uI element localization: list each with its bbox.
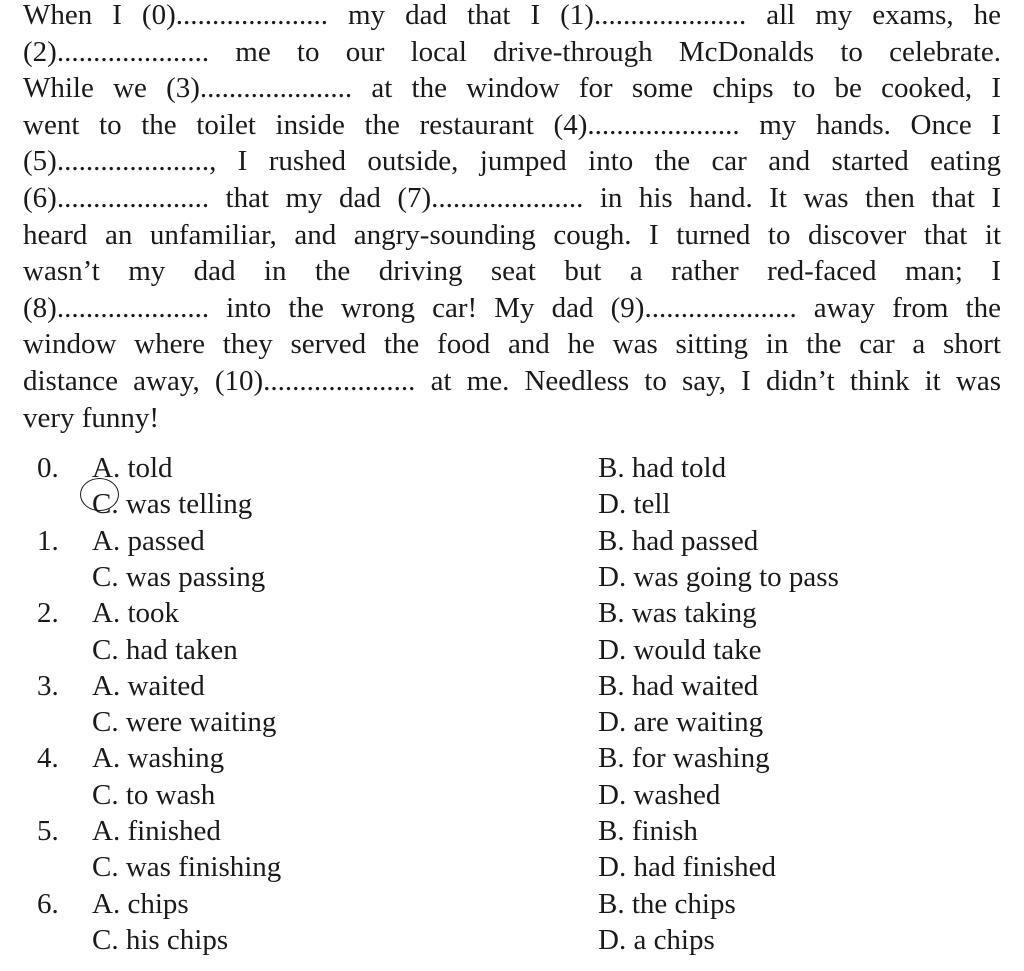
- option-c[interactable]: C. was passing: [92, 560, 266, 593]
- option-d[interactable]: D. are waiting: [598, 706, 764, 739]
- question-row: [0, 849, 1024, 885]
- question-row: [0, 632, 1024, 668]
- question-number: 0.: [37, 452, 59, 484]
- question-row: [0, 450, 1024, 486]
- option-c[interactable]: C. his chips: [92, 923, 229, 956]
- question-number: 3.: [37, 669, 59, 702]
- question-row: [0, 777, 1024, 813]
- option-a[interactable]: A. passed: [92, 524, 205, 557]
- option-c[interactable]: C. were waiting: [92, 706, 277, 739]
- option-c[interactable]: C. was finishing: [92, 851, 282, 884]
- question-row: [0, 886, 1024, 922]
- option-b[interactable]: B. had waited: [598, 669, 759, 702]
- question-number: 5.: [37, 815, 59, 847]
- passage-line: (5)....................., I rushed outside, jumped into the car and started eating: [23, 145, 1001, 178]
- option-a[interactable]: A. washing: [92, 742, 225, 775]
- option-a[interactable]: A. took: [92, 597, 179, 630]
- option-d[interactable]: D. would take: [598, 633, 762, 666]
- question-number: 2.: [37, 597, 59, 630]
- passage-line: (2)..................... me to our local drive-through McDonalds to celebrate.: [23, 35, 1001, 68]
- option-d[interactable]: D. was going to pass: [598, 560, 839, 593]
- option-a[interactable]: A. finished: [92, 815, 221, 847]
- passage-line: very funny!: [23, 401, 160, 434]
- question-row: [0, 668, 1024, 704]
- passage-line: (6)..................... that my dad (7)..................... in his hand. It was then that I: [23, 181, 1001, 214]
- passage: [23, 0, 1001, 436]
- question-row: [0, 486, 1024, 522]
- option-d[interactable]: D. a chips: [598, 923, 715, 956]
- option-c[interactable]: C. had taken: [92, 633, 238, 666]
- option-a[interactable]: A. chips: [92, 887, 189, 920]
- passage-line: heard an unfamiliar, and angry-sounding cough. I turned to discover that it: [23, 218, 1001, 251]
- passage-line: (8)..................... into the wrong car! My dad (9)..................... away from the: [23, 291, 1001, 324]
- passage-line: When I (0)..................... my dad that I (1)..................... all my exams, he: [23, 0, 1001, 31]
- option-c[interactable]: C. was telling: [92, 488, 253, 521]
- option-b[interactable]: B. had passed: [598, 524, 759, 557]
- passage-line: window where they served the food and he was sitting in the car a short: [23, 328, 1001, 361]
- question-row: [0, 740, 1024, 776]
- question-row: [0, 704, 1024, 740]
- option-b[interactable]: B. had told: [598, 452, 727, 484]
- passage-line: While we (3)..................... at the window for some chips to be cooked, I: [23, 72, 1001, 105]
- question-row: [0, 523, 1024, 559]
- question-row: [0, 595, 1024, 631]
- question-row: [0, 922, 1024, 958]
- option-b[interactable]: B. the chips: [598, 887, 736, 920]
- option-a[interactable]: A. waited: [92, 669, 205, 702]
- question-number: 6.: [37, 887, 59, 920]
- option-a[interactable]: A. told: [92, 450, 173, 486]
- question-row: [0, 813, 1024, 849]
- passage-line: wasn’t my dad in the driving seat but a rather red-faced man; I: [23, 255, 1001, 288]
- option-d[interactable]: D. had finished: [598, 851, 776, 884]
- option-b[interactable]: B. for washing: [598, 742, 770, 775]
- question-number: 4.: [37, 742, 59, 775]
- option-b[interactable]: B. was taking: [598, 597, 757, 630]
- question-number: 1.: [37, 524, 59, 557]
- option-d[interactable]: D. washed: [598, 778, 721, 811]
- option-d[interactable]: D. tell: [598, 488, 671, 521]
- passage-line: distance away, (10)..................... at me. Needless to say, I didn’t think it was: [23, 364, 1001, 397]
- passage-line: went to the toilet inside the restaurant (4)..................... my hands. Once I: [23, 108, 1001, 141]
- option-c[interactable]: C. to wash: [92, 778, 216, 811]
- option-b[interactable]: B. finish: [598, 815, 698, 847]
- question-row: [0, 559, 1024, 595]
